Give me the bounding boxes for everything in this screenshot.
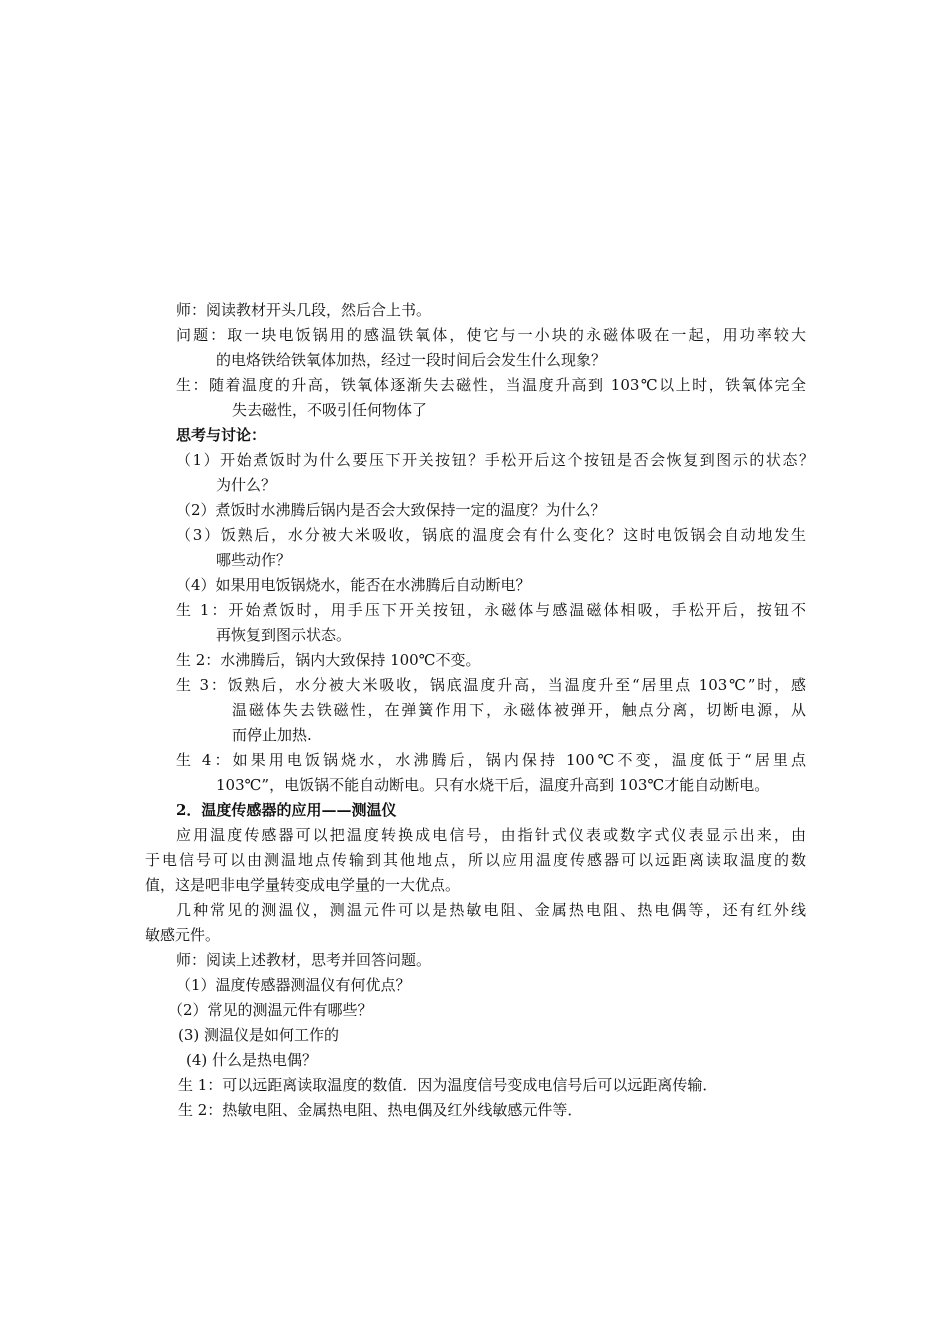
text-line: （2）常见的测温元件有哪些？: [168, 1001, 373, 1019]
text-line: 生 1：开始煮饭时，用手压下开关按钮，永磁体与感温磁体相吸，手松开后，按钮不: [176, 601, 806, 619]
text-line: 于电信号可以由测温地点传输到其他地点，所以应用温度传感器可以远距离读取温度的数: [145, 851, 806, 869]
text-line: 生 2：热敏电阻、金属热电阻、热电偶及红外线敏感元件等．: [178, 1101, 583, 1119]
text-line: （1）温度传感器测温仪有何优点？: [176, 976, 411, 994]
text-line: 生 4：如果用电饭锅烧水，水沸腾后，锅内保持 100℃不变，温度低于“居里点: [176, 751, 806, 769]
text-line: 值，这是吧非电学量转变成电学量的一大优点。: [145, 876, 461, 894]
text-line: (3) 测温仪是如何工作的: [178, 1026, 340, 1044]
text-line: （3）饭熟后，水分被大米吸收，锅底的温度会有什么变化？这时电饭锅会自动地发生: [176, 526, 806, 544]
section-heading: 思考与讨论：: [176, 426, 267, 444]
text-line: 应用温度传感器可以把温度转换成电信号，由指针式仪表或数字式仪表显示出来，由: [176, 826, 806, 844]
text-line: 103℃”，电饭锅不能自动断电。只有水烧干后，温度升高到 103℃才能自动断电。: [216, 776, 770, 794]
text-line: 师：阅读上述教材，思考并回答问题。: [176, 951, 432, 969]
text-line: （1）开始煮饭时为什么要压下开关按钮？手松开后这个按钮是否会恢复到图示的状态？: [176, 451, 814, 469]
text-line: 哪些动作？: [216, 551, 292, 569]
text-line: 问题：取一块电饭锅用的感温铁氧体，使它与一小块的永磁体吸在一起，用功率较大: [176, 326, 806, 344]
text-line: 师：阅读教材开头几段，然后合上书。: [176, 301, 432, 319]
text-line: 几种常见的测温仪，测温元件可以是热敏电阻、金属热电阻、热电偶等，还有红外线: [176, 901, 806, 919]
section-heading: 2．温度传感器的应用——测温仪: [176, 801, 397, 819]
text-line: 生 3：饭熟后，水分被大米吸收，锅底温度升高，当温度升至“居里点 103℃”时，感: [176, 676, 806, 694]
text-line: 生：随着温度的升高，铁氧体逐渐失去磁性，当温度升高到 103℃以上时，铁氧体完全: [176, 376, 806, 394]
text-line: 失去磁性，不吸引任何物体了: [232, 401, 428, 419]
text-line: 生 1：可以远距离读取温度的数值．因为温度信号变成电信号后可以远距离传输．: [178, 1076, 718, 1094]
text-line: 再恢复到图示状态。: [216, 626, 352, 644]
text-line: 敏感元件。: [145, 926, 221, 944]
text-line: 生 2：水沸腾后，锅内大致保持 100℃不变。: [176, 651, 481, 669]
text-line: 为什么？: [216, 476, 277, 494]
text-line: (4) 什么是热电偶？: [186, 1051, 318, 1069]
text-line: 而停止加热.: [232, 726, 312, 744]
text-line: 温磁体失去铁磁性，在弹簧作用下，永磁体被弹开，触点分离，切断电源，从: [232, 701, 806, 719]
text-line: （4）如果用电饭锅烧水，能否在水沸腾后自动断电？: [176, 576, 531, 594]
text-line: 的电烙铁给铁氧体加热，经过一段时间后会发生什么现象？: [216, 351, 607, 369]
text-line: （2）煮饭时水沸腾后锅内是否会大致保持一定的温度？为什么？: [176, 501, 606, 519]
